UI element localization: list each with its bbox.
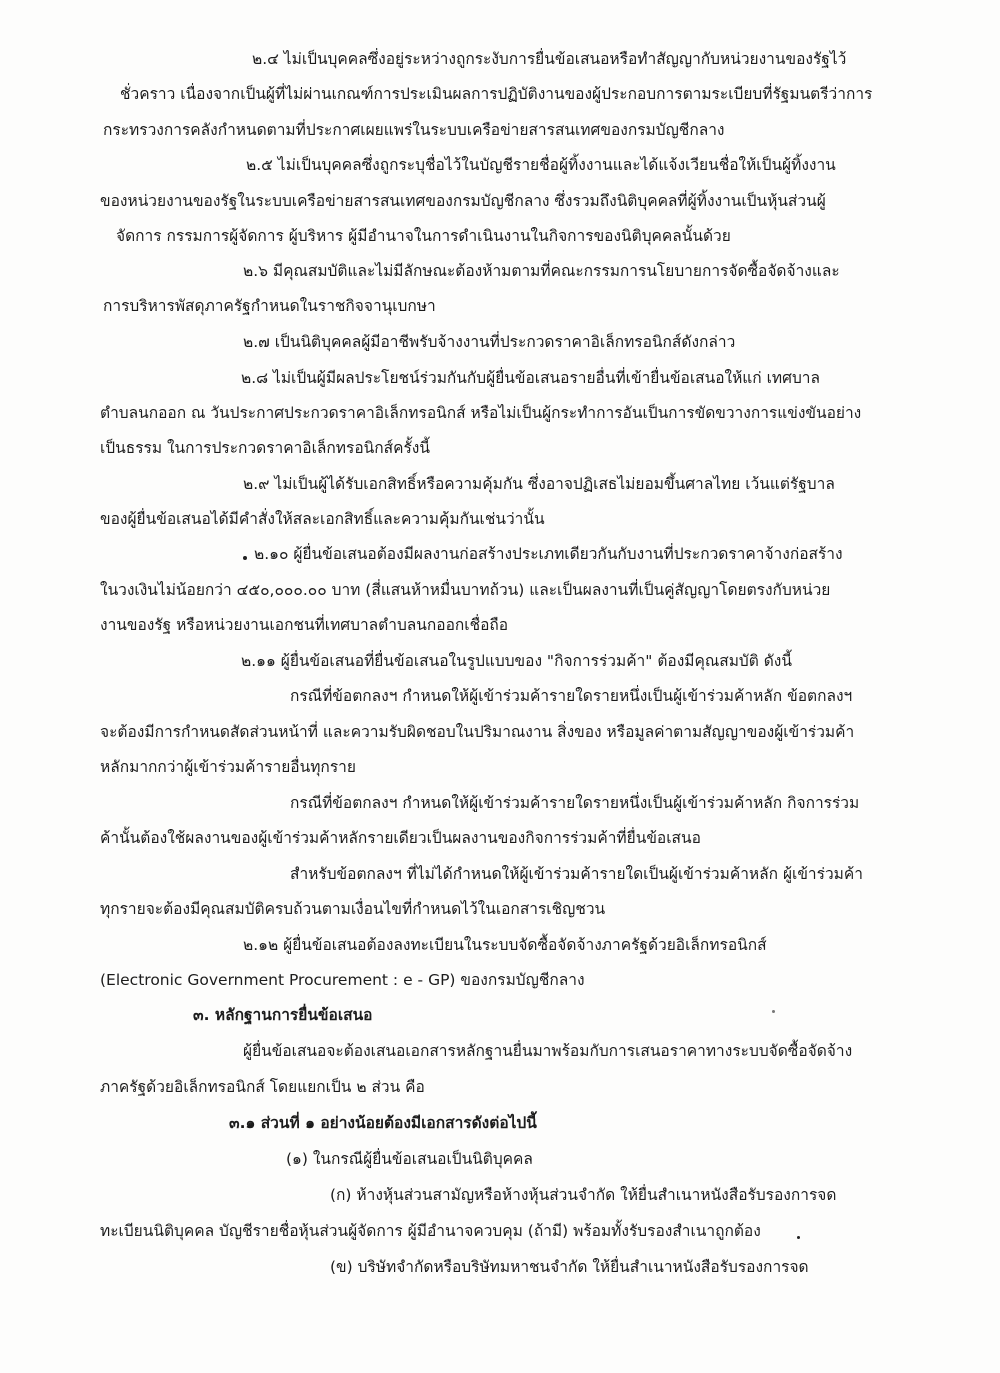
clause-2-11-case-3-line-1: สำหรับข้อตกลงฯ ที่ไม่ได้กำหนดให้ผู้เข้าร่วมค้ารายใดเป็นผู้เข้าร่วมค้าหลัก ผู้เข้าร่วมค้า: [290, 865, 863, 883]
clause-2-12-line-2: (Electronic Government Procurement : e - GP) ของกรมบัญชีกลาง: [100, 971, 585, 989]
item-1-ko-line-1: (ก) ห้างหุ้นส่วนสามัญหรือห้างหุ้นส่วนจำกัด ให้ยื่นสำเนาหนังสือรับรองการจด: [330, 1186, 837, 1204]
clause-2-5-line-2: ของหน่วยงานของรัฐในระบบเครือข่ายสารสนเทศของกรมบัญชีกลาง ซึ่งรวมถึงนิติบุคคลที่ผู้ทิ้งงานเป็นหุ้นส่วนผู้: [100, 192, 826, 210]
clause-2-11-case-1-line-1: กรณีที่ข้อตกลงฯ กำหนดให้ผู้เข้าร่วมค้ารายใดรายหนึ่งเป็นผู้เข้าร่วมค้าหลัก ข้อตกลงฯ: [290, 687, 853, 705]
clause-2-11-case-2-line-1: กรณีที่ข้อตกลงฯ กำหนดให้ผู้เข้าร่วมค้ารายใดรายหนึ่งเป็นผู้เข้าร่วมค้าหลัก กิจการร่วม: [290, 794, 860, 812]
scan-mark: [797, 1236, 800, 1239]
item-1-heading: (๑) ในกรณีผู้ยื่นข้อเสนอเป็นนิติบุคคล: [286, 1150, 533, 1168]
clause-2-10-line-1: ๒.๑๐ ผู้ยื่นข้อเสนอต้องมีผลงานก่อสร้างประเภทเดียวกันกับงานที่ประกวดราคาจ้างก่อสร้าง: [254, 545, 843, 563]
clause-2-4-line-2: ชั่วคราว เนื่องจากเป็นผู้ที่ไม่ผ่านเกณฑ์การประเมินผลการปฏิบัติงานของผู้ประกอบการตามระเบียบที่รัฐมนตรีว่าการ: [120, 85, 873, 103]
item-1-kho-line-1: (ข) บริษัทจำกัดหรือบริษัทมหาชนจำกัด ให้ยื่นสำเนาหนังสือรับรองการจด: [330, 1258, 809, 1276]
clause-2-11-case-2-line-2: ค้านั้นต้องใช้ผลงานของผู้เข้าร่วมค้าหลักรายเดียวเป็นผลงานของกิจการร่วมค้าที่ยื่นข้อเสนอ: [100, 829, 701, 847]
clause-2-11-case-1-line-3: หลักมากกว่าผู้เข้าร่วมค้ารายอื่นทุกราย: [100, 758, 356, 776]
clause-2-10-line-3: งานของรัฐ หรือหน่วยงานเอกชนที่เทศบาลตำบลนกออกเชื่อถือ: [100, 616, 509, 634]
section-3-intro-line-1: ผู้ยื่นข้อเสนอจะต้องเสนอเอกสารหลักฐานยื่นมาพร้อมกับการเสนอราคาทางระบบจัดซื้อจัดจ้าง: [243, 1042, 853, 1060]
section-3-intro-line-2: ภาครัฐด้วยอิเล็กทรอนิกส์ โดยแยกเป็น ๒ ส่วน คือ: [100, 1078, 425, 1096]
clause-2-5-line-3: จัดการ กรรมการผู้จัดการ ผู้บริหาร ผู้มีอำนาจในการดำเนินงานในกิจการของนิติบุคคลนั้นด้วย: [116, 227, 731, 245]
clause-2-5-line-1: ๒.๕ ไม่เป็นบุคคลซึ่งถูกระบุชื่อไว้ในบัญชีรายชื่อผู้ทิ้งงานและได้แจ้งเวียนชื่อให้เป็นผู้ทิ้งงาน: [246, 156, 836, 174]
clause-2-6-line-2: การบริหารพัสดุภาครัฐกำหนดในราชกิจจานุเบกษา: [103, 297, 436, 315]
clause-2-4-line-3: กระทรวงการคลังกำหนดตามที่ประกาศเผยแพร่ในระบบเครือข่ายสารสนเทศของกรมบัญชีกลาง: [103, 121, 725, 139]
section-3-heading: ๓. หลักฐานการยื่นข้อเสนอ: [193, 1006, 373, 1024]
section-3-1-heading: ๓.๑ ส่วนที่ ๑ อย่างน้อยต้องมีเอกสารดังต่อไปนี้: [229, 1114, 537, 1132]
item-1-ko-line-2: ทะเบียนนิติบุคคล บัญชีรายชื่อหุ้นส่วนผู้จัดการ ผู้มีอำนาจควบคุม (ถ้ามี) พร้อมทั้งรับรองสำเนาถูกต้อง: [100, 1222, 761, 1240]
clause-2-8-line-1: ๒.๘ ไม่เป็นผู้มีผลประโยชน์ร่วมกันกับผู้ยื่นข้อเสนอรายอื่นที่เข้ายื่นข้อเสนอให้แก่ เทศบาล: [241, 369, 821, 387]
clause-2-11-case-1-line-2: จะต้องมีการกำหนดสัดส่วนหน้าที่ และความรับผิดชอบในปริมาณงาน สิ่งของ หรือมูลค่าตามสัญญาของผู้เข้าร่วมค้า: [100, 723, 855, 741]
clause-2-8-line-2: ตำบลนกออก ณ วันประกาศประกวดราคาอิเล็กทรอนิกส์ หรือไม่เป็นผู้กระทำการอันเป็นการขัดขวางการแข่งขันอย่าง: [100, 404, 862, 422]
clause-2-6-line-1: ๒.๖ มีคุณสมบัติและไม่มีลักษณะต้องห้ามตามที่คณะกรรมการนโยบายการจัดซื้อจัดจ้างและ: [243, 262, 840, 280]
clause-2-9-line-2: ของผู้ยื่นข้อเสนอได้มีคำสั่งให้สละเอกสิทธิ์และความคุ้มกันเช่นว่านั้น: [100, 510, 545, 528]
clause-2-4-line-1: ๒.๔ ไม่เป็นบุคคลซึ่งอยู่ระหว่างถูกระงับการยื่นข้อเสนอหรือทำสัญญากับหน่วยงานของรัฐไว้: [252, 50, 847, 68]
clause-2-12-line-1: ๒.๑๒ ผู้ยื่นข้อเสนอต้องลงทะเบียนในระบบจัดซื้อจัดจ้างภาครัฐด้วยอิเล็กทรอนิกส์: [243, 936, 767, 954]
scan-mark: [243, 556, 247, 560]
clause-2-11-line-1: ๒.๑๑ ผู้ยื่นข้อเสนอที่ยื่นข้อเสนอในรูปแบบของ "กิจการร่วมค้า" ต้องมีคุณสมบัติ ดังนี้: [241, 652, 792, 670]
clause-2-7-line-1: ๒.๗ เป็นนิติบุคคลผู้มีอาชีพรับจ้างงานที่ประกวดราคาอิเล็กทรอนิกส์ดังกล่าว: [243, 333, 736, 351]
clause-2-10-line-2: ในวงเงินไม่น้อยกว่า ๔๕๐,๐๐๐.๐๐ บาท (สี่แสนห้าหมื่นบาทถ้วน) และเป็นผลงานที่เป็นคู่สัญญาโดยตรงกับหน่วย: [100, 581, 831, 599]
scan-mark: [772, 1010, 775, 1013]
clause-2-8-line-3: เป็นธรรม ในการประกวดราคาอิเล็กทรอนิกส์ครั้งนี้: [100, 439, 430, 457]
clause-2-11-case-3-line-2: ทุกรายจะต้องมีคุณสมบัติครบถ้วนตามเงื่อนไขที่กำหนดไว้ในเอกสารเชิญชวน: [100, 900, 606, 918]
clause-2-9-line-1: ๒.๙ ไม่เป็นผู้ได้รับเอกสิทธิ์หรือความคุ้มกัน ซึ่งอาจปฏิเสธไม่ยอมขึ้นศาลไทย เว้นแต่รัฐบาล: [243, 475, 835, 493]
